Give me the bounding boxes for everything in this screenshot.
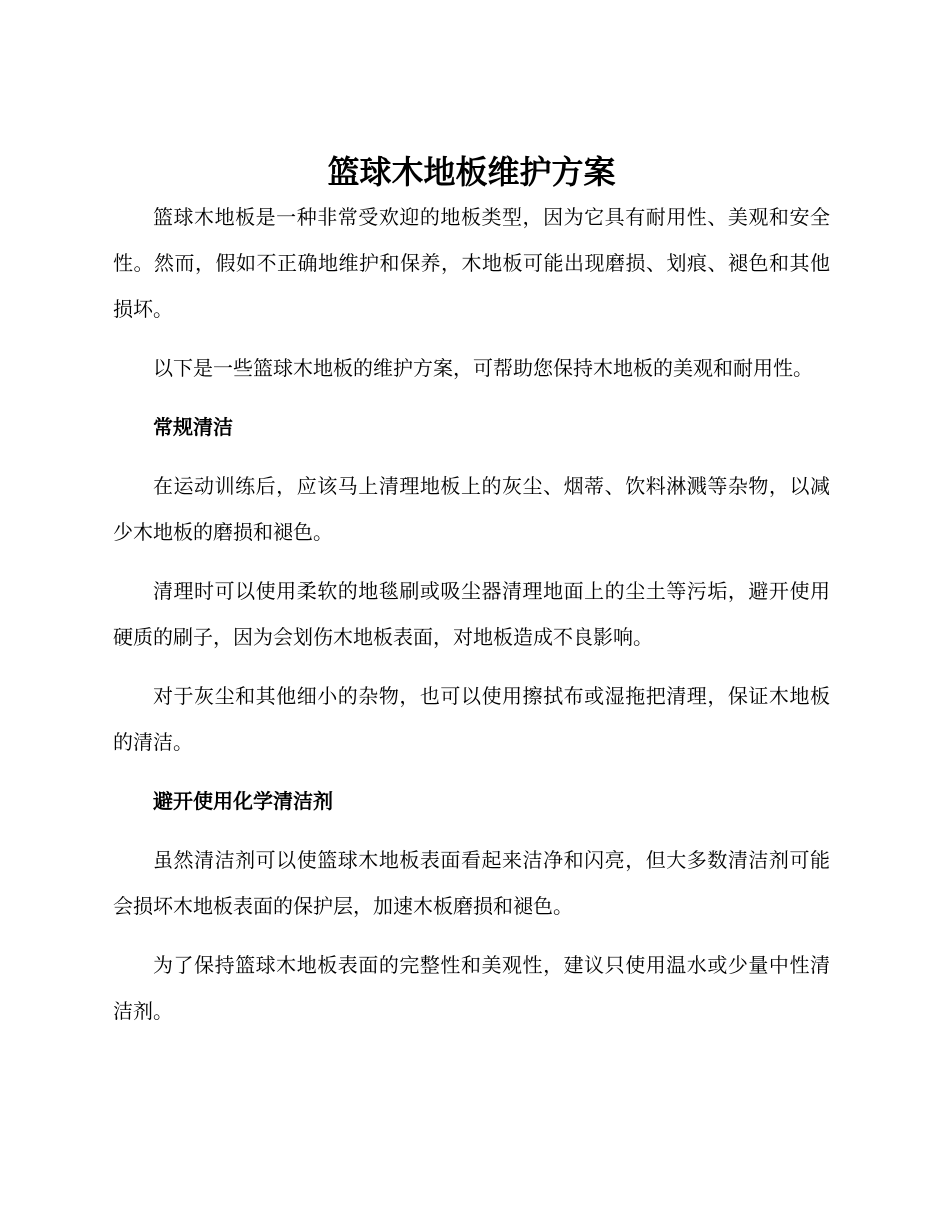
- document-title: 篮球木地板维护方案: [327, 153, 616, 191]
- section-heading-avoid-chemicals: 避开使用化学清洁剂: [153, 789, 333, 813]
- section-2-paragraph-2: 为了保持篮球木地板表面的完整性和美观性，建议只使用温水或少量中性清洁剂。: [113, 953, 830, 1023]
- section-2-paragraph-1: 虽然清洁剂可以使篮球木地板表面看起来洁净和闪亮，但大多数清洁剂可能会损坏木地板表面的保护层，加速木板磨损和褪色。: [113, 848, 830, 918]
- section-1-paragraph-3: 对于灰尘和其他细小的杂物，也可以使用擦拭布或湿拖把清理，保证木地板的清洁。: [113, 684, 830, 754]
- section-1-paragraph-2: 清理时可以使用柔软的地毯刷或吸尘器清理地面上的尘土等污垢，避开使用硬质的刷子，因为会划伤木地板表面，对地板造成不良影响。: [113, 579, 830, 649]
- intro-paragraph-1: 篮球木地板是一种非常受欢迎的地板类型，因为它具有耐用性、美观和安全性。然而，假如不正确地维护和保养，木地板可能出现磨损、划痕、褪色和其他损坏。: [113, 205, 830, 321]
- section-1-paragraph-1: 在运动训练后，应该马上清理地板上的灰尘、烟蒂、饮料淋溅等杂物，以减少木地板的磨损和褪色。: [113, 474, 830, 544]
- section-heading-routine-cleaning: 常规清洁: [153, 415, 233, 439]
- intro-paragraph-2: 以下是一些篮球木地板的维护方案，可帮助您保持木地板的美观和耐用性。: [153, 356, 813, 380]
